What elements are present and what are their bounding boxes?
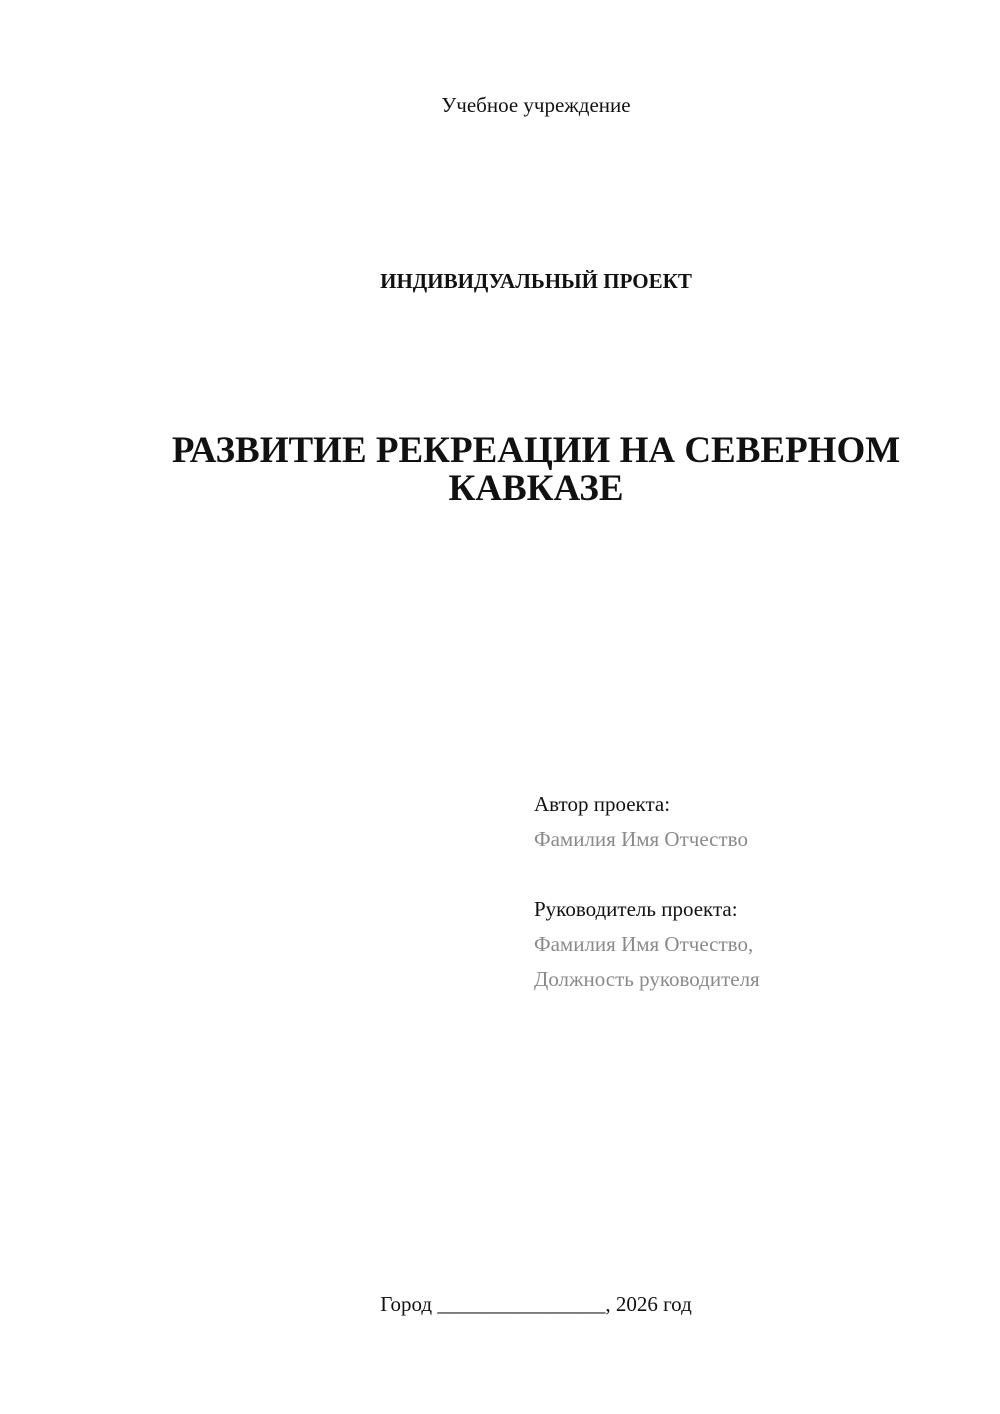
- city-year-line: Город ________________, 2026 год: [380, 1292, 692, 1316]
- credits-spacer: [534, 857, 974, 892]
- document-title: РАЗВИТИЕ РЕКРЕАЦИИ НА СЕВЕРНОМ КАВКАЗЕ: [171, 430, 901, 509]
- supervisor-label: Руководитель проекта:: [534, 897, 738, 921]
- author-label: Автор проекта:: [534, 792, 671, 816]
- author-name: Фамилия Имя Отчество: [534, 827, 748, 851]
- supervisor-name: Фамилия Имя Отчество,: [534, 932, 754, 956]
- supervisor-position: Должность руководителя: [534, 967, 760, 991]
- document-type: ИНДИВИДУАЛЬНЫЙ ПРОЕКТ: [380, 269, 692, 293]
- credits-block: [534, 787, 974, 997]
- institution-name: Учебное учреждение: [441, 93, 631, 117]
